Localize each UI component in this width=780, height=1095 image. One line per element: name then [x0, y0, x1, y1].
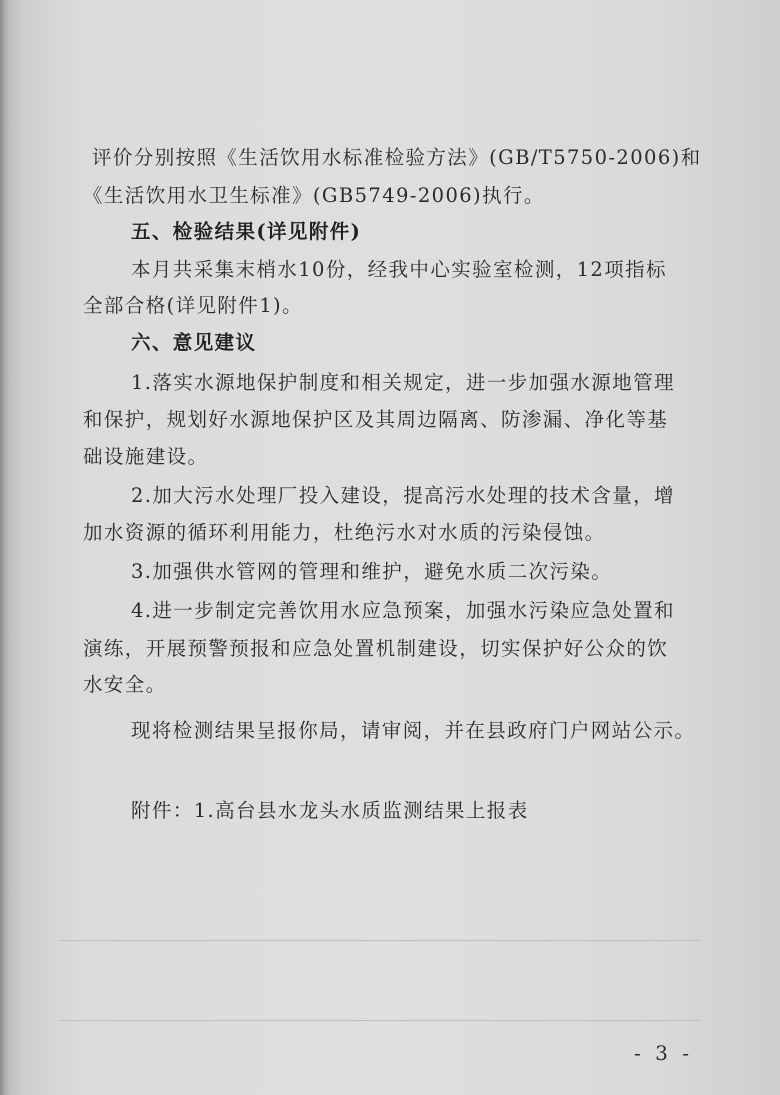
section-heading-suggestions: 六、意见建议 [131, 331, 257, 354]
page-number: - 3 - [634, 1041, 693, 1065]
body-line-2: 《生活饮用水卫生标准》(GB5749-2006)执行。 [83, 184, 545, 207]
suggestion-2-line-2: 加水资源的循环利用能力，杜绝污水对水质的污染侵蚀。 [83, 521, 606, 544]
section-heading-results: 五、检验结果(详见附件) [131, 220, 362, 243]
bleed-through-rule [60, 1020, 700, 1021]
bleed-through-rule [60, 940, 700, 941]
suggestion-4-line-3: 水安全。 [83, 673, 167, 696]
closing-statement: 现将检测结果呈报你局，请审阅，并在县政府门户网站公示。 [131, 719, 696, 742]
suggestion-1-line-3: 础设施建设。 [83, 445, 209, 468]
body-line-4: 本月共采集末梢水10份，经我中心实验室检测，12项指标 [131, 258, 667, 281]
suggestion-4-line-2: 演练，开展预警预报和应急处置机制建设，切实保护好公众的饮 [83, 637, 669, 660]
suggestion-3: 3.加强供水管网的管理和维护，避免水质二次污染。 [131, 560, 613, 583]
body-line-1: 评价分别按照《生活饮用水标准检验方法》(GB/T5750-2006)和 [92, 146, 702, 169]
attachment-line: 附件：1.高台县水龙头水质监测结果上报表 [131, 799, 529, 822]
suggestion-2-line-1: 2.加大污水处理厂投入建设，提高污水处理的技术含量，增 [131, 484, 675, 507]
suggestion-1-line-2: 和保护，规划好水源地保护区及其周边隔离、防渗漏、净化等基 [83, 408, 669, 431]
suggestion-1-line-1: 1.落实水源地保护制度和相关规定，进一步加强水源地管理 [131, 371, 675, 394]
suggestion-4-line-1: 4.进一步制定完善饮用水应急预案，加强水污染应急处置和 [131, 599, 675, 622]
paper-edge-shadow [0, 0, 10, 1095]
body-line-5: 全部合格(详见附件1)。 [83, 294, 303, 317]
